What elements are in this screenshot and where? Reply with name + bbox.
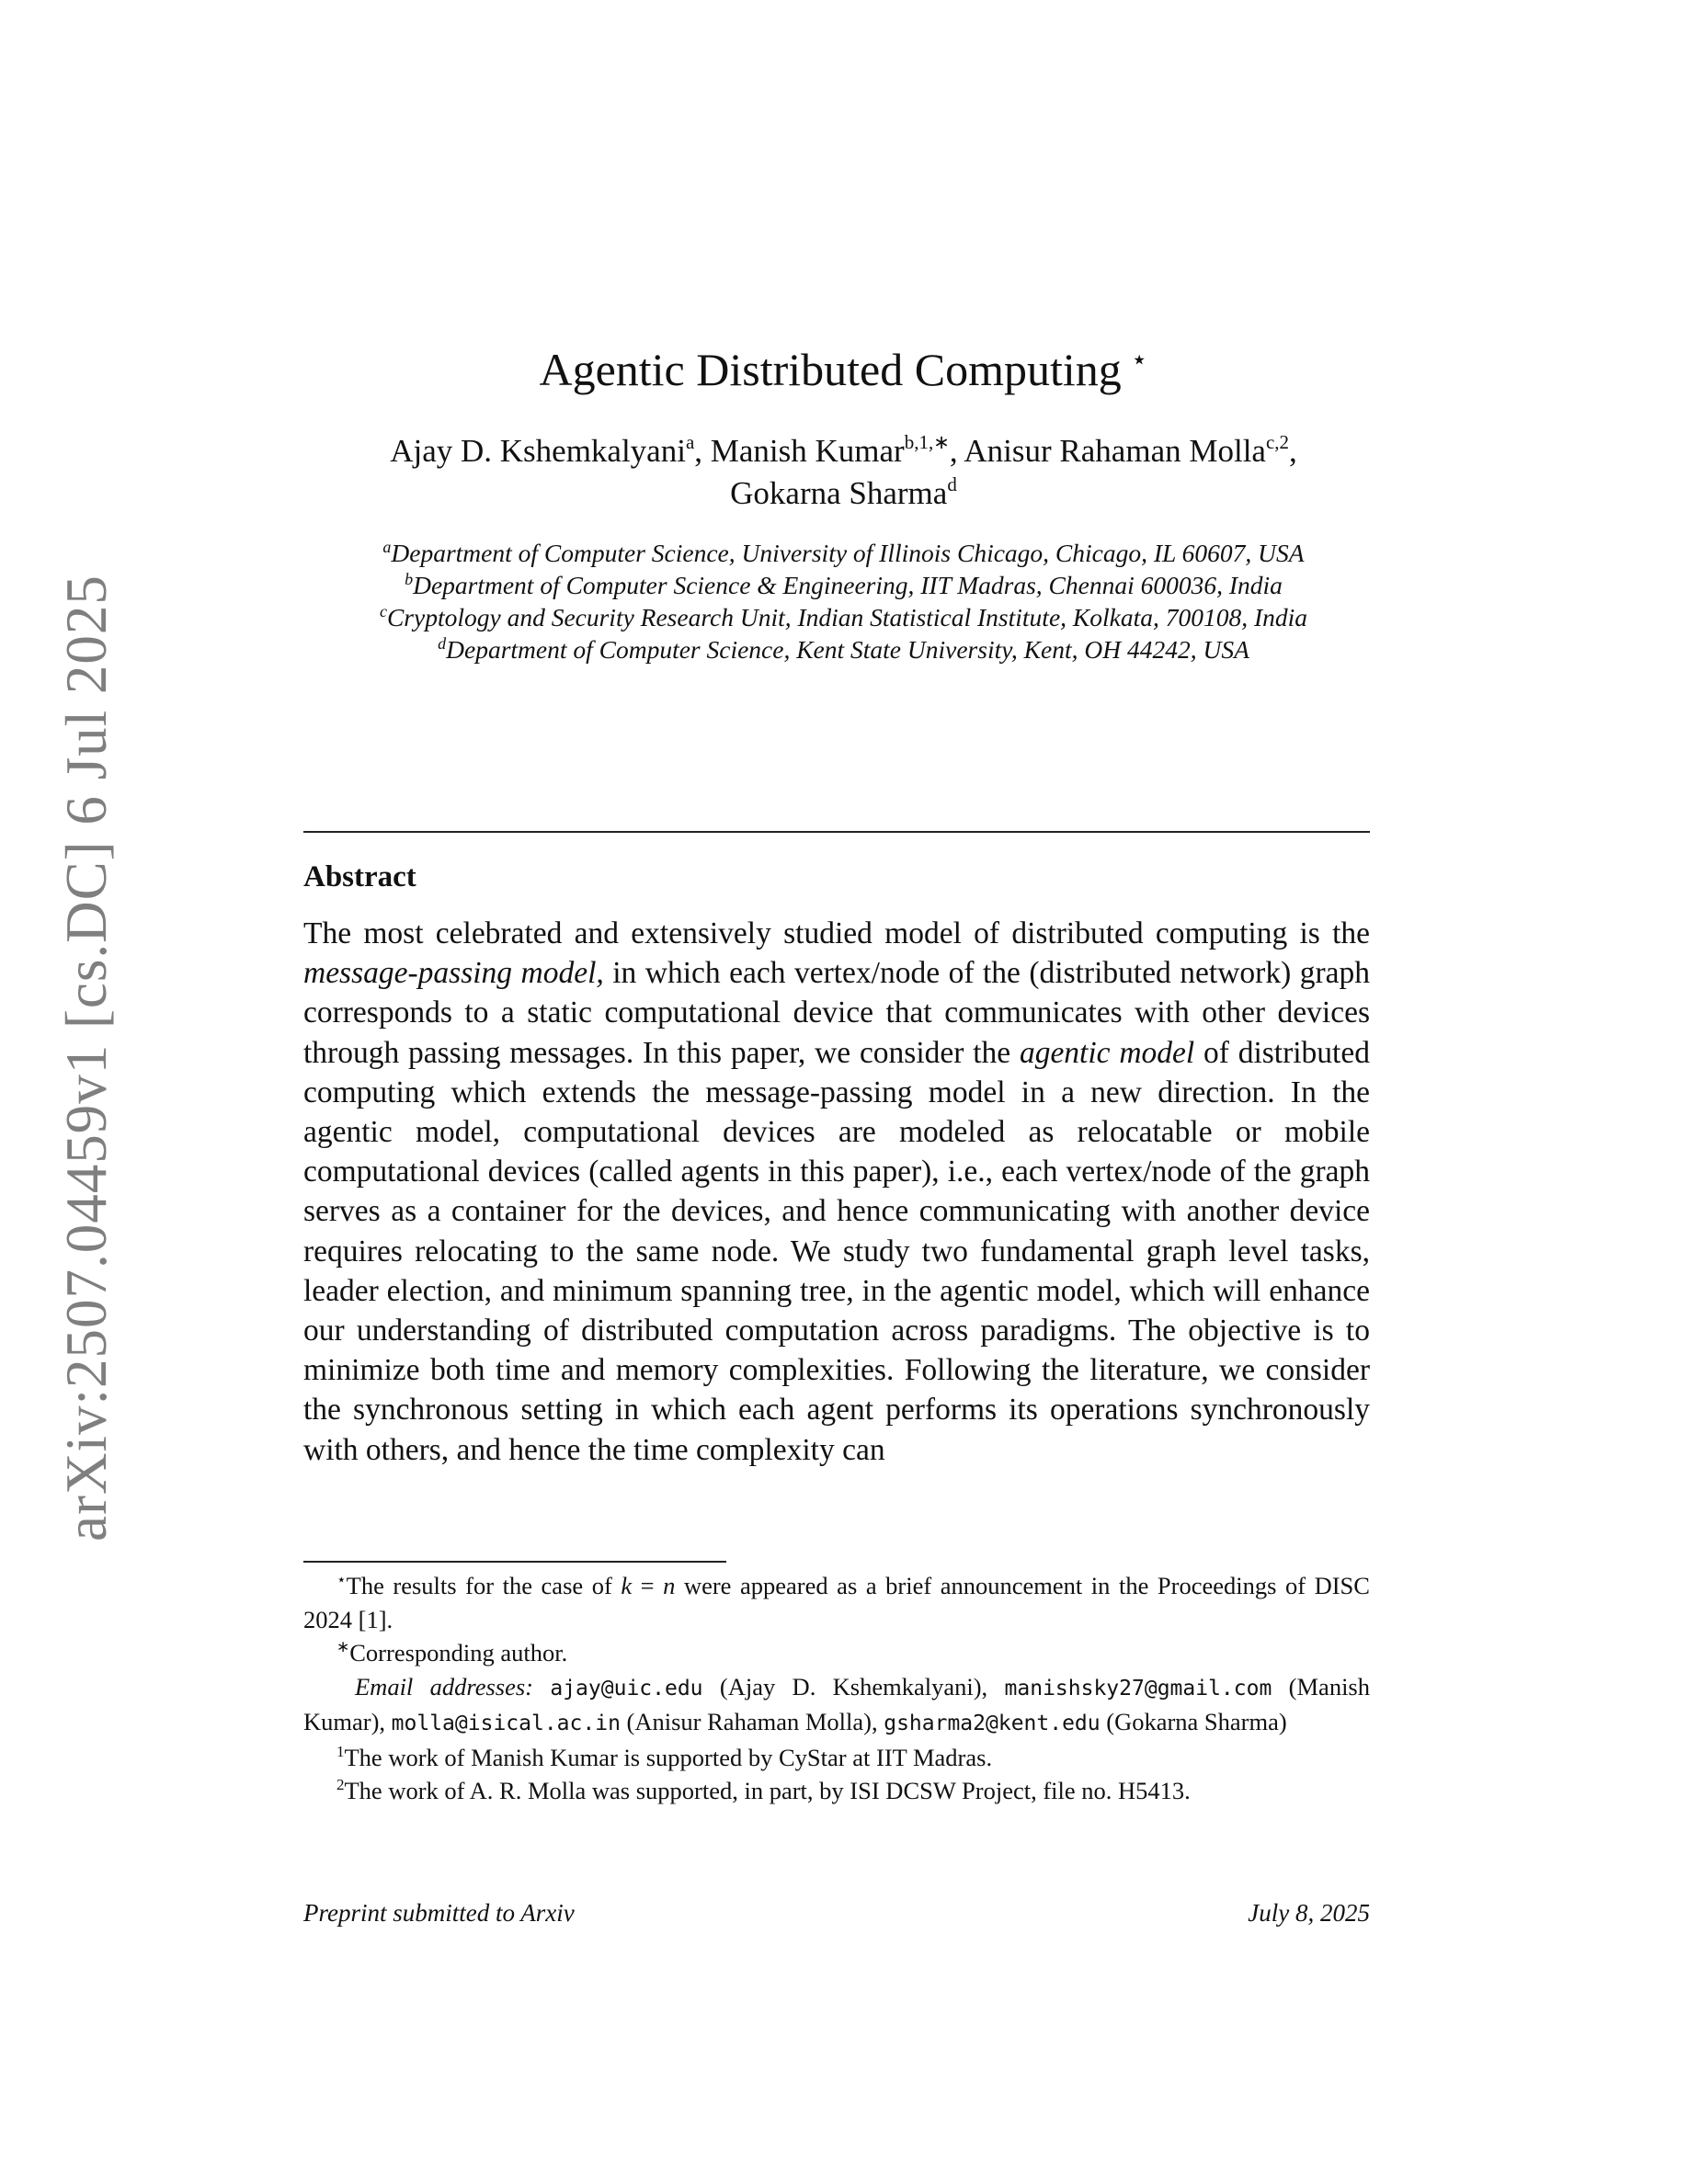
affiliation-text: Cryptology and Security Research Unit, Indian Statistical Institute, Kolkata, 700108, India [386,603,1308,631]
footnote-text: Corresponding author. [349,1639,568,1666]
footnote-title [303,1569,1370,1636]
email-address[interactable]: gsharma2@kent.edu [884,1712,1101,1735]
affiliation-mark: c [379,602,387,620]
email-address[interactable]: molla@isical.ac.in [391,1712,621,1735]
title-text: Agentic Distributed Computing [539,344,1122,395]
affiliation [303,537,1384,569]
email-owner: (Gokarna Sharma) [1100,1708,1287,1735]
abstract-body [303,914,1370,1470]
footnote-1 [303,1741,1370,1775]
author-affil-mark: c,2 [1265,431,1290,453]
affiliation-mark: d [438,634,447,653]
affiliation-text: Department of Computer Science & Engineering, IIT Madras, Chennai 600036, India [413,571,1283,599]
affiliation [303,633,1384,665]
abstract-text: The most celebrated and extensively studied model of distributed computing is the [303,916,1370,950]
math-var: k [621,1572,633,1599]
email-owner: (Manish Kumar), [303,1672,1370,1735]
footnote-text: The work of A. R. Molla was supported, in part, by ISI DCSW Project, file no. H5413. [344,1777,1191,1804]
footnote-2 [303,1774,1370,1808]
email-address[interactable]: ajay@uic.edu [550,1676,703,1701]
footer-preprint-note: Preprint submitted to Arxiv [303,1899,575,1927]
footnote-mark: ∗ [336,1638,350,1655]
author-name: Anisur Rahaman Molla [964,433,1266,469]
affiliation-mark: b [405,570,414,588]
paper-title [303,333,1384,397]
footnote-mark: ⋆ [336,1571,347,1588]
footnote-emails [303,1670,1370,1741]
affiliation-text: Department of Computer Science, Kent State University, Kent, OH 44242, USA [446,635,1249,664]
affiliation [303,601,1384,633]
author-separator: , [694,433,711,469]
footnote-divider [303,1561,726,1563]
email-owner: (Ajay D. Kshemkalyani), [702,1672,1005,1701]
author-list [303,430,1384,515]
author-affil-mark: a [685,431,695,453]
abstract-text: in which each vertex/node of the (distributed network) graph corresponds to a static computational device that communicates with other devices through passing messages. In this paper, we consider the [303,956,1370,1070]
author-affil-mark: b,1,∗ [904,431,950,453]
affiliation-mark: a [382,538,392,556]
footnote-mark: 1 [336,1742,345,1760]
footer-date: July 8, 2025 [1248,1899,1370,1927]
affiliation-list [303,537,1384,665]
math-op: = [632,1572,664,1599]
footnote-text: The work of Manish Kumar is supported by CyStar at IIT Madras. [344,1743,993,1771]
author-separator: , [949,433,964,469]
email-label: Email addresses: [355,1672,534,1701]
author-name: Manish Kumar [710,433,905,469]
header-divider [303,831,1370,833]
affiliation-text: Department of Computer Science, University of Illinois Chicago, Chicago, IL 60607, USA [391,539,1305,567]
arxiv-side-stamp: arXiv:2507.04459v1 [cs.DC] 6 Jul 2025 [54,574,119,1541]
footnote-text: were appeared as a brief announcement in the Proceedings of DISC 2024 [1]. [303,1572,1370,1633]
author-affil-mark: d [947,473,957,495]
math-var: n [663,1572,676,1599]
title-footnote-mark: ⋆ [1130,345,1148,375]
email-address[interactable]: manishsky27@gmail.com [1004,1676,1272,1701]
footnote-mark: 2 [336,1776,345,1793]
email-owner: (Anisur Rahaman Molla), [620,1708,884,1735]
abstract-heading: Abstract [303,860,416,893]
footnote-text: The results for the case of [346,1572,622,1599]
footnotes [303,1569,1370,1808]
abstract-emphasis: agentic model [1019,1035,1195,1070]
author-name: Gokarna Sharma [730,475,948,511]
abstract-emphasis: message-passing model, [303,956,604,991]
affiliation [303,569,1384,601]
author-name: Ajay D. Kshemkalyani [390,433,686,469]
author-separator: , [1289,433,1297,469]
footnote-corresponding [303,1636,1370,1670]
abstract-text: of distributed computing which extends the message-passing model in a new direction. In the agentic model, computational devices are modeled as relocatable or mobile computational devices (called agents in this paper), i.e., each vertex/node of the graph serves as a container for the devices, and hence communicating with another device requires relocating to the same node. We study two fundamental graph level tasks, leader election, and minimum spanning tree, in the agentic model, which will enhance our understanding of distributed computation across paradigms. The objective is to minimize both time and memory complexities. Following the literature, we consider the synchronous setting in which each agent performs its operations synchronously with others, and hence the time complexity can [303,1035,1370,1467]
